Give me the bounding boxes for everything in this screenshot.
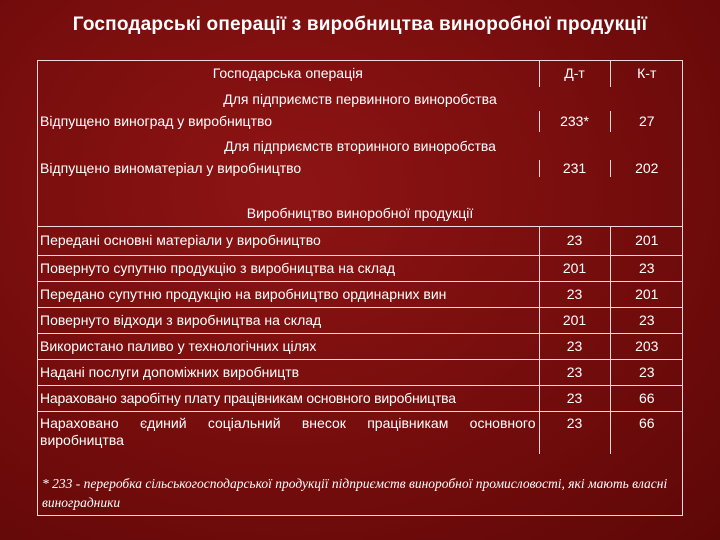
row-debit: 23	[539, 411, 610, 454]
row-operation: Передано супутню продукцію на виробництво ординарних вин	[37, 281, 539, 307]
operations-table	[37, 60, 683, 454]
row-credit: 201	[610, 226, 683, 255]
row-operation: Відпущено виноматеріал у виробництво	[40, 160, 302, 176]
table-row	[37, 307, 683, 333]
row-credit: 66	[610, 411, 683, 454]
row-debit: 23	[539, 359, 610, 385]
row-debit: 23	[539, 226, 610, 255]
row-operation: Повернуто відходи з виробництва на склад	[37, 307, 539, 333]
row-operation: Нараховано заробітну плату працівникам основного виробництва	[37, 385, 539, 411]
section-row-production	[37, 177, 683, 226]
header-credit: К-т	[610, 60, 683, 87]
section-production: Виробництво виноробної продукції	[246, 204, 474, 221]
row-debit: 201	[539, 255, 610, 281]
row-credit: 23	[610, 359, 683, 385]
table-row	[37, 111, 683, 132]
section-row-secondary	[37, 132, 683, 160]
row-credit: 201	[610, 281, 683, 307]
table-row	[37, 255, 683, 281]
table-row	[37, 333, 683, 359]
row-operation: Нараховано єдиний соціальний внесок працівникам основного виробництва	[37, 411, 539, 454]
table-row	[37, 281, 683, 307]
row-operation: Передані основні матеріали у виробництво	[37, 226, 539, 255]
row-debit: 231	[539, 160, 610, 177]
row-operation: Повернуто супутню продукцію з виробництва на склад	[37, 255, 539, 281]
row-operation: Використано паливо у технологічних цілях	[37, 333, 539, 359]
row-debit: 201	[539, 307, 610, 333]
row-credit: 23	[610, 255, 683, 281]
section-primary: Для підприємств первинного виноробства	[223, 90, 497, 107]
table-row	[37, 385, 683, 411]
table-header-row	[37, 60, 683, 87]
row-credit: 203	[610, 333, 683, 359]
section-row-primary	[37, 87, 683, 111]
row-debit: 23	[539, 333, 610, 359]
section-secondary: Для підприємств вторинного виноробства	[224, 137, 496, 154]
footnote: * 233 - переробка сільськогосподарської продукції підприємств виноробної промисловості, які мають власні виноградники	[42, 476, 668, 510]
row-credit: 66	[610, 385, 683, 411]
table-row	[37, 160, 683, 177]
page-title: Господарські операції з виробництва виноробної продукції	[72, 14, 648, 35]
row-operation: Відпущено виноград у виробництво	[40, 113, 273, 129]
row-credit: 202	[610, 160, 683, 177]
row-credit: 23	[610, 307, 683, 333]
header-operation: Господарська операція	[212, 65, 363, 81]
row-credit: 27	[610, 111, 683, 132]
header-debit: Д-т	[539, 60, 610, 87]
table-row	[37, 226, 683, 255]
table-row	[37, 359, 683, 385]
row-debit: 233*	[539, 111, 610, 132]
table-row	[37, 411, 683, 454]
row-debit: 23	[539, 281, 610, 307]
row-debit: 23	[539, 385, 610, 411]
row-operation: Надані послуги допоміжних виробництв	[37, 359, 539, 385]
